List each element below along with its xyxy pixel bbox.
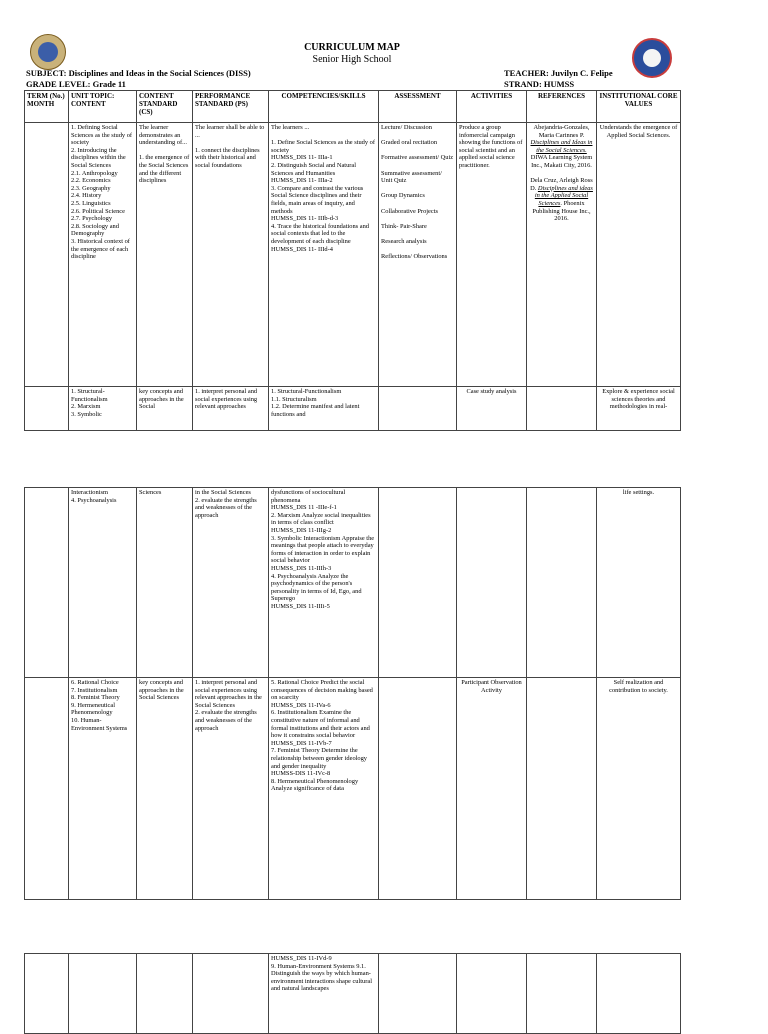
table-header-row: [25, 91, 681, 123]
table-row: [25, 387, 681, 431]
term-cell: [25, 954, 69, 1034]
competencies-cell: HUMSS_DIS 11-IVd-9 9. Human-Environment Systems 9.1. Distinguish the ways by which human-environment interactions shape cultural and natural landscapes: [269, 954, 379, 1034]
col-core-values: INSTITUTIONAL CORE VALUES: [597, 91, 681, 123]
references-cell: [527, 488, 597, 678]
content-standard-cell: [137, 954, 193, 1034]
col-performance-standard: PERFORMANCE STANDARD (PS): [193, 91, 269, 123]
content-standard-cell: key concepts and approaches in the Social: [137, 387, 193, 431]
core-values-cell: Explore & experience social sciences theories and methodologies in real-: [597, 387, 681, 431]
content-standard-cell: key concepts and approaches in the Social Sciences: [137, 678, 193, 900]
document-subtitle: Senior High School: [312, 54, 392, 65]
assessment-cell: [379, 387, 457, 431]
core-values-cell: life settings.: [597, 488, 681, 678]
unit-cell: Interactionism 4. Psychoanalysis: [69, 488, 137, 678]
teacher-line: TEACHER: Juvilyn C. Felipe: [504, 68, 613, 78]
term-cell: [25, 488, 69, 678]
page-3: [24, 953, 680, 1024]
core-values-cell: Understands the emergence of Applied Social Sciences.: [597, 123, 681, 387]
table-row: [25, 488, 681, 678]
references-cell: [527, 387, 597, 431]
performance-standard-cell: The learner shall be able to ... 1. connect the disciplines with their historical and social foundations: [193, 123, 269, 387]
curriculum-table-page-3: [24, 953, 681, 1034]
content-standard-cell: The learner demonstrates an understanding of... 1. the emergence of the Social Sciences and the different disciplines: [137, 123, 193, 387]
competencies-cell: 5. Rational Choice Predict the social consequences of decision making based on scarcity HUMSS_DIS 11-IVa-6 6. Institutionalism Examine the constitutive nature of informal and formal institutions and their actors and how it constrains social behavior HUMSS_DIS 11-IVb-7 7. Feminist Theory Determine the relationship between gender ideology and gender inequality HUMSS-DIS 11-IVc-8 8. Hermeneutical Phenomenology Analyze significance of data: [269, 678, 379, 900]
content-standard-cell: Sciences: [137, 488, 193, 678]
competencies-cell: The learners ... 1. Define Social Sciences as the study of society HUMSS_DIS 11- IIIa-1 2. Distinguish Social and Natural Sciences and Humanities HUMSS_DIS 11- IIIa-2 3. Compare and contrast the various Social Science disciplines and their fields, main areas of inquiry, and methods HUMSS_DIS 11- IIIb-d-3 4. Trace the historical foundations and social contexts that led to the development of each discipline HUMSS_DIS 11- IIId-4: [269, 123, 379, 387]
activities-cell: Produce a group infomercial campaign showing the functions of social scientist and an applied social science practitioner.: [457, 123, 527, 387]
assessment-cell: [379, 488, 457, 678]
unit-cell: 6. Rational Choice 7. Institutionalism 8. Feminist Theory 9. Hermeneutical Phenomenology 10. Human-Environment Systems: [69, 678, 137, 900]
page-2: [24, 487, 680, 899]
activities-cell: [457, 488, 527, 678]
page-1: [24, 32, 680, 432]
competencies-cell: 1. Structural-Functionalism 1.1. Structuralism 1.2. Determine manifest and latent functions and: [269, 387, 379, 431]
activities-cell: Participant Observation Activity: [457, 678, 527, 900]
unit-cell: 1. Defining Social Sciences as the study of society 2. Introducing the disciplines within the Social Sciences 2.1. Anthropology 2.2. Economics 2.3. Geography 2.4. History 2.5. Linguistics 2.6. Political Science 2.7. Psychology 2.8. Sociology and Demography 3. Historical context of the emergence of each discipline: [69, 123, 137, 387]
unit-cell: [69, 954, 137, 1034]
reference-author: Abejandria-Gonzales, Maria Carinnes P.: [533, 124, 590, 139]
grade-level-line: GRADE LEVEL: Grade 11: [26, 79, 126, 89]
col-references: REFERENCES: [527, 91, 597, 123]
reference-publisher: DIWA Learning System Inc., Makati City, 2016.: [530, 154, 593, 169]
performance-standard-cell: 1. interpret personal and social experiences using relevant approaches: [193, 387, 269, 431]
activities-cell: [457, 954, 527, 1034]
reference-title-link[interactable]: Disciplines and ideas in the Applied Social Sciences: [534, 184, 593, 207]
references-cell: [527, 678, 597, 900]
curriculum-table-page-1: [24, 90, 681, 431]
reference-title-link[interactable]: Disciplines and Ideas in the Social Sciences.: [530, 139, 593, 154]
assessment-cell: [379, 678, 457, 900]
col-content-standard: CONTENT STANDARD (CS): [137, 91, 193, 123]
col-term: TERM (No.) MONTH: [25, 91, 69, 123]
unit-cell: 1. Structural-Functionalism 2. Marxism 3. Symbolic: [69, 387, 137, 431]
strand-line: STRAND: HUMSS: [504, 79, 575, 89]
core-values-cell: [597, 954, 681, 1034]
performance-standard-cell: in the Social Sciences 2. evaluate the strengths and weaknesses of the approach: [193, 488, 269, 678]
col-unit: UNIT TOPIC: CONTENT: [69, 91, 137, 123]
col-competencies: COMPETENCIES/SKILLS: [269, 91, 379, 123]
table-row: [25, 123, 681, 387]
curriculum-table-page-2: [24, 487, 681, 900]
term-cell: [25, 123, 69, 387]
activities-cell: Case study analysis: [457, 387, 527, 431]
assessment-cell: [379, 954, 457, 1034]
reference-publisher: . Phoenix Publishing House Inc., 2016.: [532, 199, 591, 223]
reference-author: Dela Cruz, Arleigh Ross D.: [530, 177, 593, 192]
references-cell: [527, 123, 597, 387]
term-cell: [25, 678, 69, 900]
competencies-cell: dysfunctions of sociocultural phenomena HUMSS_DIS 11 -IIIe-f-1 2. Marxism Analyze social inequalities in terms of class conflict HUMSS_DIS 11-IIIg-2 3. Symbolic Interactionism Appraise the meanings that people attach to everyday forms of interaction in order to explain social behavior HUMSS_DIS 11-IIIh-3 4. Psychoanalysis Analyze the psychodynamics of the person's personality in terms of Id, Ego, and Superego HUMSS_DIS 11-IIIi-5: [269, 488, 379, 678]
table-row: [25, 678, 681, 900]
performance-standard-cell: [193, 954, 269, 1034]
document-title: CURRICULUM MAP: [304, 42, 400, 53]
term-cell: [25, 387, 69, 431]
references-cell: [527, 954, 597, 1034]
table-row: [25, 954, 681, 1034]
col-activities: ACTIVITIES: [457, 91, 527, 123]
col-assessment: ASSESSMENT: [379, 91, 457, 123]
subject-line: SUBJECT: Disciplines and Ideas in the Social Sciences (DISS): [26, 68, 251, 78]
core-values-cell: Self realization and contribution to society.: [597, 678, 681, 900]
performance-standard-cell: 1. interpret personal and social experiences using relevant approaches in the Social Sciences 2. evaluate the strengths and weaknesses of the approach: [193, 678, 269, 900]
assessment-cell: Lecture/ Discussion Graded oral recitation Formative assessment/ Quiz Summative assessment/ Unit Quiz Group Dynamics Collaborative Projects Think- Pair-Share Research analysis Reflections/ Observations: [379, 123, 457, 387]
